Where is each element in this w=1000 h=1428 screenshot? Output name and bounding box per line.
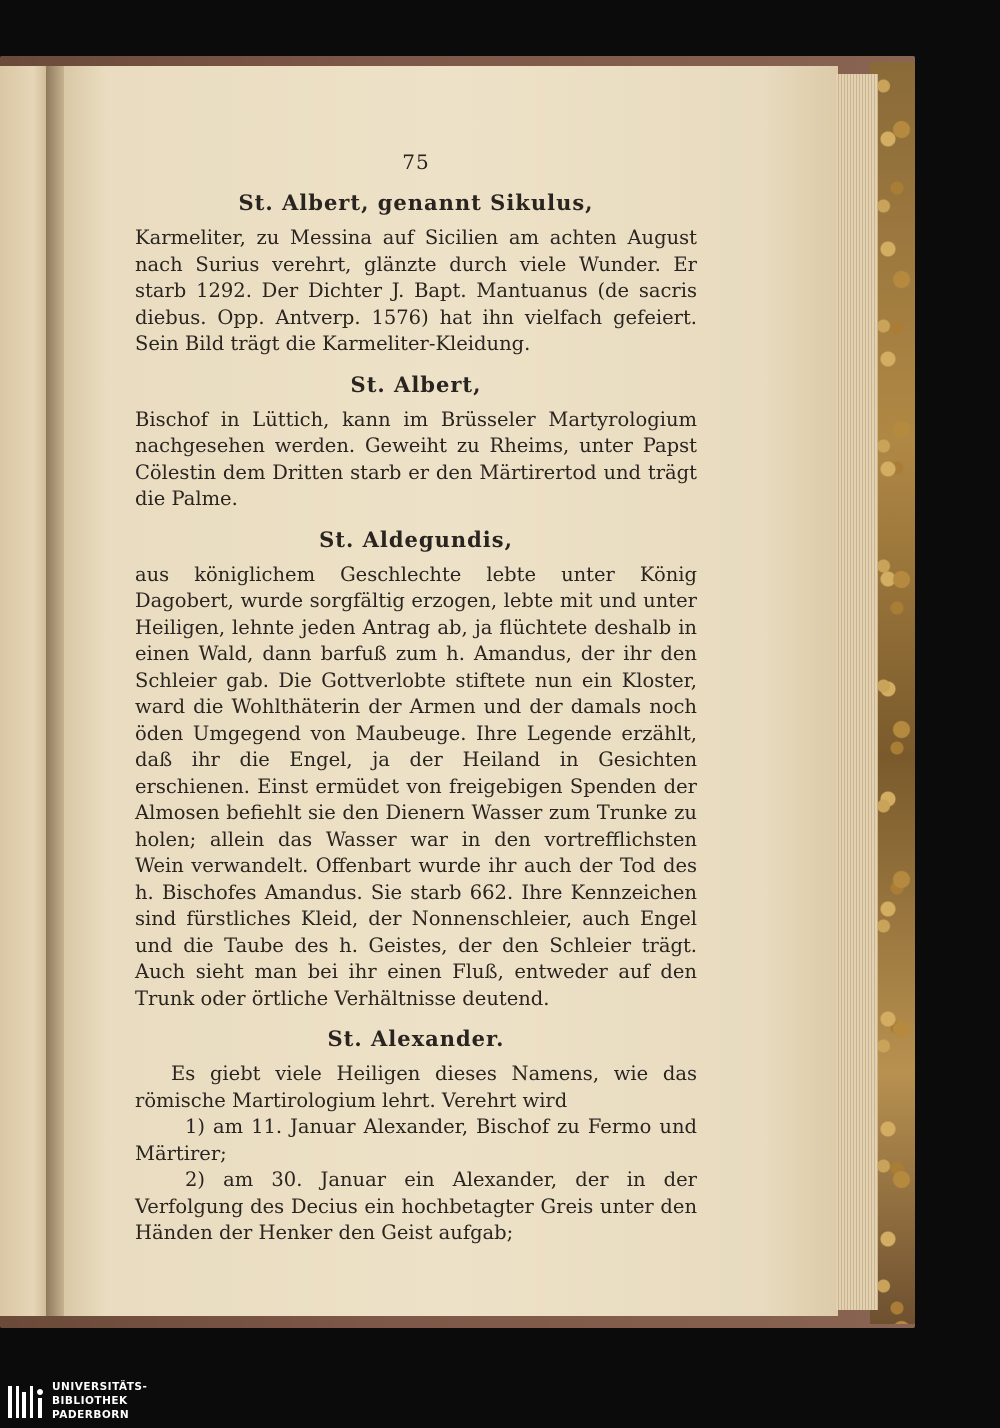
list-item: 2) am 30. Januar ein Alexander, der in der Verfolgung des Decius ein hochbetagter Greis unter den Händen der Henker den Geist aufgab; [135, 1168, 697, 1244]
page-stack-edge [836, 74, 878, 1310]
library-name [52, 1380, 147, 1422]
library-name-line: PADERBORN [52, 1409, 130, 1421]
library-name-line: UNIVERSITÄTS- [52, 1381, 148, 1393]
page-text [135, 150, 697, 1247]
library-logo-icon [6, 1382, 46, 1422]
section-albert [135, 372, 697, 513]
library-name-line: BIBLIOTHEK [52, 1395, 128, 1407]
section-heading: St. Aldegundis, [319, 526, 513, 552]
section-alexander [135, 1026, 697, 1247]
section-paragraph: Karmeliter, zu Messina auf Sicilien am achten August nach Surius verehrt, glänzte durch viele Wunder. Er starb 1292. Der Dichter J. Bapt. Mantuanus (de sacris diebus. Opp. Antverp. 1576) hat ihn vielfach gefeiert. Sein Bild trägt die Karmeliter-Kleidung. [135, 226, 697, 355]
section-albert-sikulus [135, 190, 697, 358]
section-heading: St. Albert, [350, 371, 482, 397]
page-number: 75 [402, 150, 430, 174]
section-heading: St. Albert, genannt Sikulus, [238, 190, 594, 215]
footer-bar [0, 1378, 1000, 1428]
list-item: 1) am 11. Januar Alexander, Bischof zu Fermo und Märtirer; [135, 1115, 697, 1165]
section-aldegundis [135, 527, 697, 1013]
section-paragraph: Es giebt viele Heiligen dieses Namens, wie das römische Martirologium lehrt. Verehrt wird [135, 1062, 697, 1112]
section-paragraph: aus königlichem Geschlechte lebte unter König Dagobert, wurde sorgfältig erzogen, lebte mit und unter Heiligen, lehnte jeden Antrag ab, ja flüchtete deshalb in einen Wald, dann barfuß zum h. Amandus, der ihr den Schleier gab. Die Gottverlobte stiftete nun ein Kloster, ward die Wohlthäterin der Armen und der damals noch öden Umgegend von Maubeuge. Ihre Legende erzählt, daß ihr die Engel, ja der Heiland in Gesichten erschienen. Einst ermüdet von freigebigen Spenden der Almosen befiehlt sie den Dienern Wasser zum Trunke zu holen; allein das Wasser war in den vortrefflichsten Wein verwandelt. Offenbart wurde ihr auch der Tod des h. Bischofes Amandus. Sie starb 662. Ihre Kennzeichen sind fürstliches Kleid, der Nonnenschleier, auch Engel und die Taube des h. Geistes, der den Schleier trägt. Auch sieht man bei ihr einen Fluß, entweder auf den Trunk oder örtliche Verhältnisse deutend. [135, 562, 697, 1010]
section-paragraph: Bischof in Lüttich, kann im Brüsseler Martyrologium nachgesehen werden. Geweiht zu Rheims, unter Papst Cölestin dem Dritten starb er den Märtirertod und trägt die Palme. [135, 407, 697, 510]
left-page-edge [0, 66, 48, 1316]
section-heading: St. Alexander. [327, 1026, 505, 1051]
page-gutter [46, 66, 64, 1316]
